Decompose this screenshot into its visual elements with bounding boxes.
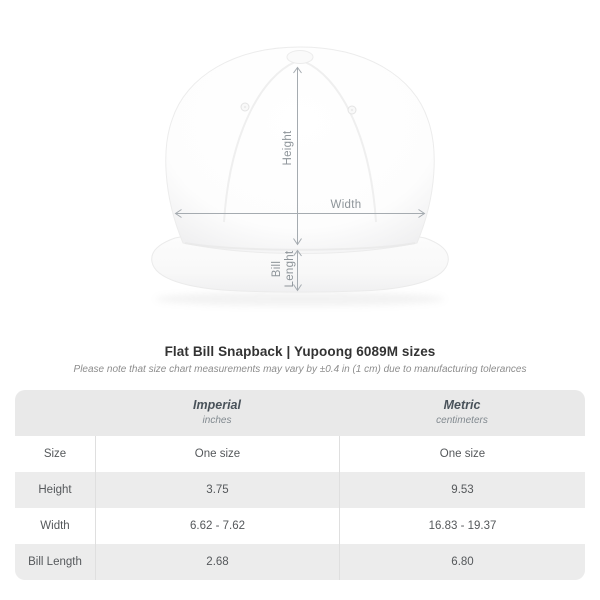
table-header [15, 390, 585, 436]
imperial-unit-label: inches [202, 415, 232, 427]
hat-crown [166, 47, 434, 254]
imperial-label: Imperial [193, 398, 241, 413]
bill-length-label-line1: Bill [271, 260, 283, 278]
metric-unit-label: centimeters [436, 415, 488, 427]
page-subtitle: Please note that size chart measurements may vary by ±0.4 in (1 cm) due to manufacturing tolerances [73, 364, 527, 375]
table-row-height [15, 472, 585, 508]
bill-length-label-line2: Lenght [284, 250, 296, 288]
col-imperial-header [95, 398, 339, 427]
imperial-value: 3.75 [95, 472, 339, 508]
title-block [0, 344, 600, 375]
row-label: Size [43, 448, 67, 460]
eyelet-right-hole [351, 109, 353, 111]
hat-button [287, 51, 313, 64]
page-title: Flat Bill Snapback | Yupoong 6089M sizes [164, 344, 436, 359]
height-label: Height [282, 130, 294, 166]
imperial-value: 2.68 [95, 544, 339, 580]
metric-value: 9.53 [339, 472, 585, 508]
metric-label: Metric [443, 398, 481, 413]
imperial-value: One size [95, 436, 339, 472]
row-label: Width [40, 520, 70, 532]
size-table [15, 390, 585, 580]
metric-value: One size [339, 436, 585, 472]
bill-shadow [155, 292, 445, 306]
table-row-bill-length [15, 544, 585, 580]
metric-value: 6.80 [339, 544, 585, 580]
table-row-width [15, 508, 585, 544]
row-label: Height [38, 484, 72, 496]
row-label: Bill Length [28, 556, 82, 568]
imperial-value: 6.62 - 7.62 [95, 508, 339, 544]
col-metric-header [339, 398, 585, 427]
table-row-size [15, 436, 585, 472]
eyelet-left-hole [244, 106, 246, 108]
width-label: Width [330, 199, 362, 211]
metric-value: 16.83 - 19.37 [339, 508, 585, 544]
